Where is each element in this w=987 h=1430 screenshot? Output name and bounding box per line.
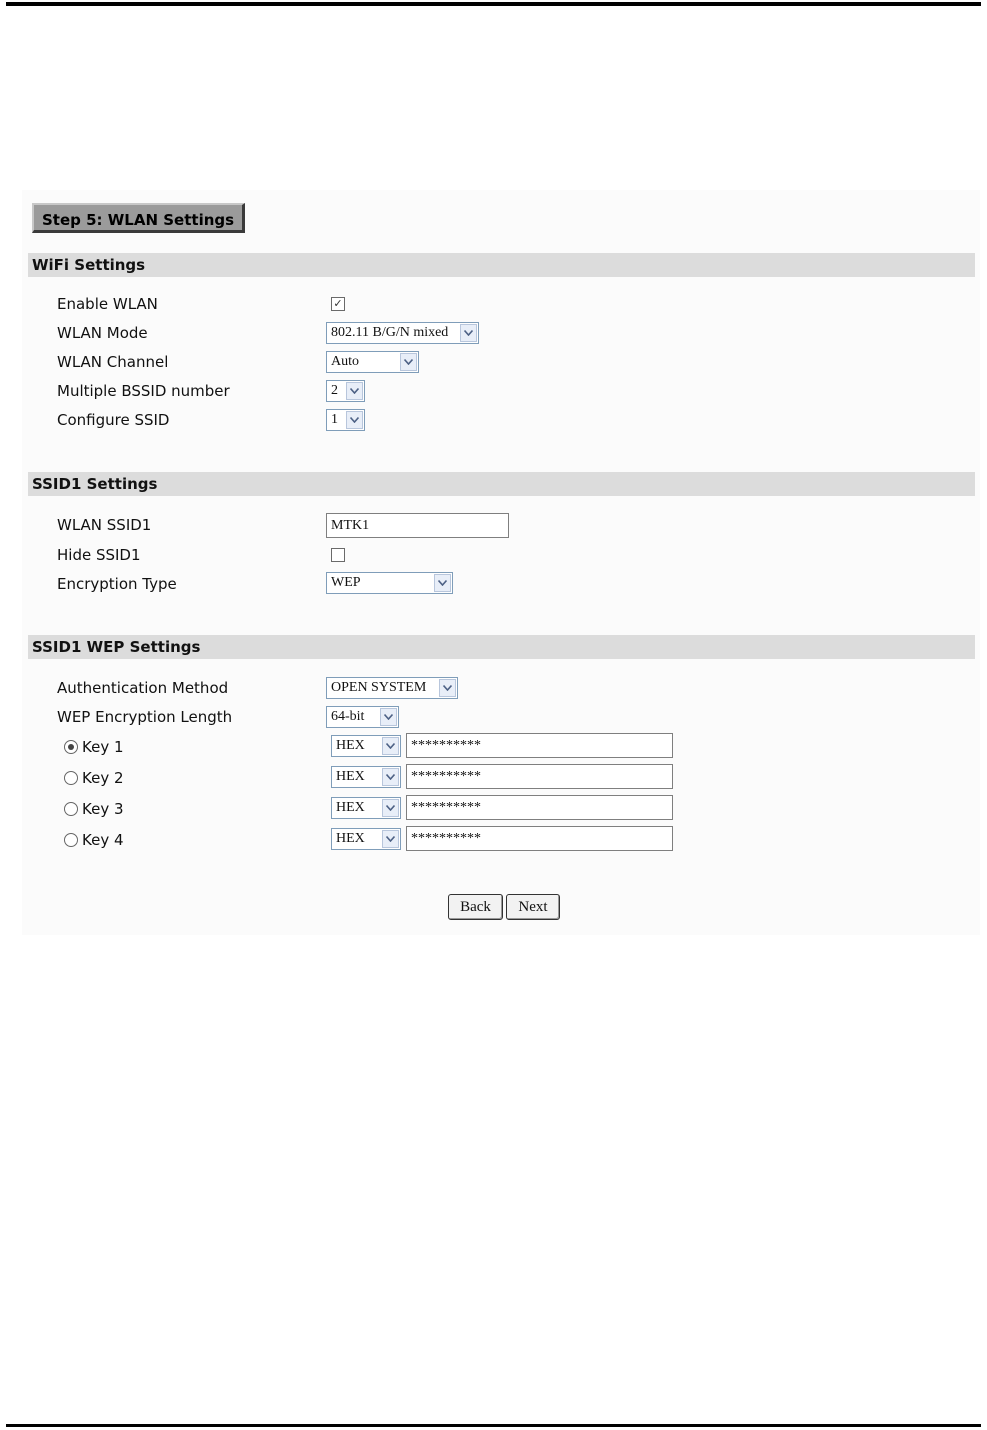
auth-method-label: Authentication Method <box>57 679 229 697</box>
wlan-mode-value: 802.11 B/G/N mixed <box>331 325 449 340</box>
wlan-mode-label: WLAN Mode <box>57 324 148 342</box>
chevron-down-icon <box>382 768 399 786</box>
key-4-radio[interactable] <box>64 833 78 847</box>
chevron-down-icon <box>460 324 477 342</box>
wlan-ssid1-input[interactable]: MTK1 <box>326 513 509 538</box>
multiple-bssid-label: Multiple BSSID number <box>57 382 230 400</box>
chevron-down-icon <box>346 411 363 429</box>
key-3-label: Key 3 <box>82 800 124 818</box>
key-3-input[interactable]: ********** <box>406 795 673 820</box>
encryption-type-select[interactable] <box>326 572 453 594</box>
chevron-down-icon <box>382 737 399 755</box>
key-1-label: Key 1 <box>82 738 124 756</box>
key-4-label: Key 4 <box>82 831 124 849</box>
multiple-bssid-select[interactable] <box>326 380 365 402</box>
key-2-format-value: HEX <box>336 769 365 784</box>
key-4-format-select[interactable] <box>331 828 401 850</box>
encryption-type-label: Encryption Type <box>57 575 177 593</box>
hide-ssid1-checkbox[interactable] <box>331 548 345 562</box>
key-4-format-value: HEX <box>336 831 365 846</box>
key-2-radio[interactable] <box>64 771 78 785</box>
ssid1-settings-heading: SSID1 Settings <box>28 472 975 496</box>
configure-ssid-label: Configure SSID <box>57 411 170 429</box>
key-1-input[interactable]: ********** <box>406 733 673 758</box>
bottom-rule <box>6 1424 981 1427</box>
key-3-option[interactable] <box>64 800 124 818</box>
configure-ssid-select[interactable] <box>326 409 365 431</box>
key-4-input[interactable]: ********** <box>406 826 673 851</box>
check-mark-icon: ✓ <box>333 297 343 310</box>
wlan-ssid1-label: WLAN SSID1 <box>57 516 152 534</box>
key-1-format-select[interactable] <box>331 735 401 757</box>
key-2-option[interactable] <box>64 769 124 787</box>
key-1-format-value: HEX <box>336 738 365 753</box>
key-3-format-value: HEX <box>336 800 365 815</box>
key-2-format-select[interactable] <box>331 766 401 788</box>
chevron-down-icon <box>439 679 456 697</box>
auth-method-value: OPEN SYSTEM <box>331 680 427 695</box>
chevron-down-icon <box>400 353 417 371</box>
wlan-channel-value: Auto <box>331 354 359 369</box>
enable-wlan-label: Enable WLAN <box>57 295 158 313</box>
enc-length-value: 64-bit <box>331 709 365 724</box>
encryption-type-value: WEP <box>331 575 361 590</box>
chevron-down-icon <box>382 799 399 817</box>
next-button[interactable]: Next <box>506 894 560 920</box>
key-1-radio[interactable] <box>64 740 78 754</box>
hide-ssid1-label: Hide SSID1 <box>57 546 141 564</box>
enable-wlan-checkbox[interactable] <box>331 297 345 311</box>
chevron-down-icon <box>382 830 399 848</box>
back-button[interactable]: Back <box>448 894 503 920</box>
key-2-label: Key 2 <box>82 769 124 787</box>
chevron-down-icon <box>380 708 397 726</box>
enc-length-label: WEP Encryption Length <box>57 708 233 726</box>
key-1-option[interactable] <box>64 738 124 756</box>
enc-length-select[interactable] <box>326 706 399 728</box>
key-3-radio[interactable] <box>64 802 78 816</box>
wlan-channel-label: WLAN Channel <box>57 353 169 371</box>
auth-method-select[interactable] <box>326 677 458 699</box>
key-4-option[interactable] <box>64 831 124 849</box>
wlan-channel-select[interactable] <box>326 351 419 373</box>
step-title: Step 5: WLAN Settings <box>32 203 245 233</box>
chevron-down-icon <box>434 574 451 592</box>
key-3-format-select[interactable] <box>331 797 401 819</box>
wifi-settings-heading: WiFi Settings <box>28 253 975 277</box>
wep-settings-heading: SSID1 WEP Settings <box>28 635 975 659</box>
chevron-down-icon <box>346 382 363 400</box>
wlan-mode-select[interactable] <box>326 322 479 344</box>
configure-ssid-value: 1 <box>331 412 338 427</box>
multiple-bssid-value: 2 <box>331 383 338 398</box>
key-2-input[interactable]: ********** <box>406 764 673 789</box>
wizard-panel <box>22 190 980 935</box>
top-rule <box>6 2 981 6</box>
